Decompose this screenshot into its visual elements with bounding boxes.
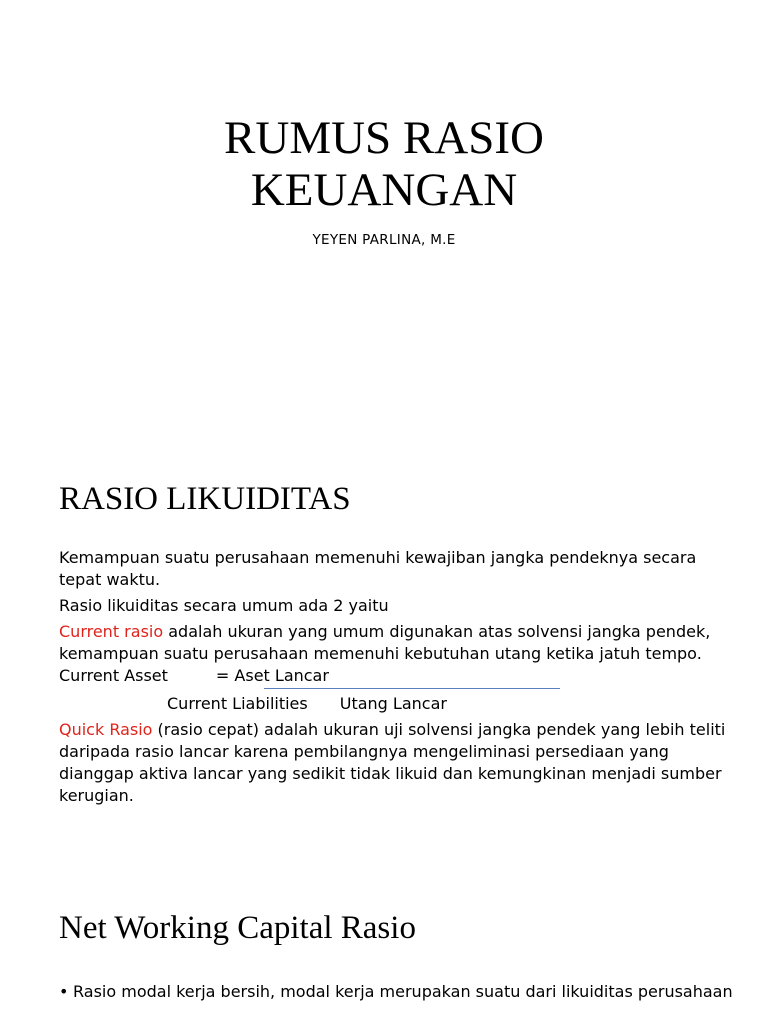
net-working-capital-slide — [0, 864, 768, 1024]
slide-heading: RASIO LIKUIDITAS — [59, 481, 351, 517]
slide-body — [59, 547, 729, 811]
formula-denominator-id: Utang Lancar — [339, 694, 447, 713]
title-line-2: KEUANGAN — [250, 164, 518, 216]
paragraph-types: Rasio likuiditas secara umum ada 2 yaitu — [59, 596, 389, 615]
formula-numerator: Current Asset — [59, 666, 168, 685]
liquidity-slide — [0, 432, 768, 864]
paragraph-current-ratio — [59, 621, 729, 687]
current-ratio-text: adalah ukuran yang umum digunakan atas solvensi jangka pendek, kemampuan suatu perusahaan memenuhi kebutuhan utang ketika jatuh tempo. — [59, 622, 711, 663]
formula-denominator-en: Current Liabilities — [167, 694, 308, 713]
current-ratio-term: Current rasio — [59, 622, 164, 641]
slide-heading: Net Working Capital Rasio — [59, 910, 416, 946]
formula-equals: = Aset Lancar — [215, 666, 329, 685]
presentation-title — [0, 112, 768, 216]
paragraph-definition: Kemampuan suatu perusahaan memenuhi kewajiban jangka pendeknya secara tepat waktu. — [59, 548, 697, 589]
bullet-icon: • — [59, 982, 69, 1001]
bullet-list — [59, 981, 739, 1003]
list-item-text: Rasio modal kerja bersih, modal kerja merupakan suatu dari likuiditas perusahaan — [73, 982, 733, 1001]
list-item — [59, 981, 739, 1003]
paragraph-quick-ratio — [59, 719, 729, 807]
fraction-rule — [264, 688, 560, 689]
author-name: YEYEN PARLINA, M.E — [312, 232, 456, 248]
formula-denominators — [167, 693, 729, 715]
quick-ratio-text: (rasio cepat) adalah ukuran uji solvensi jangka pendek yang lebih teliti daripada rasio lancar karena pembilangnya mengeliminasi persediaan yang dianggap aktiva lancar yang sedikit tidak likuid dan kemungkinan menjadi sumber kerugian. — [59, 720, 726, 805]
quick-ratio-term: Quick Rasio — [59, 720, 153, 739]
title-slide — [0, 0, 768, 432]
title-line-1: RUMUS RASIO — [224, 112, 544, 164]
